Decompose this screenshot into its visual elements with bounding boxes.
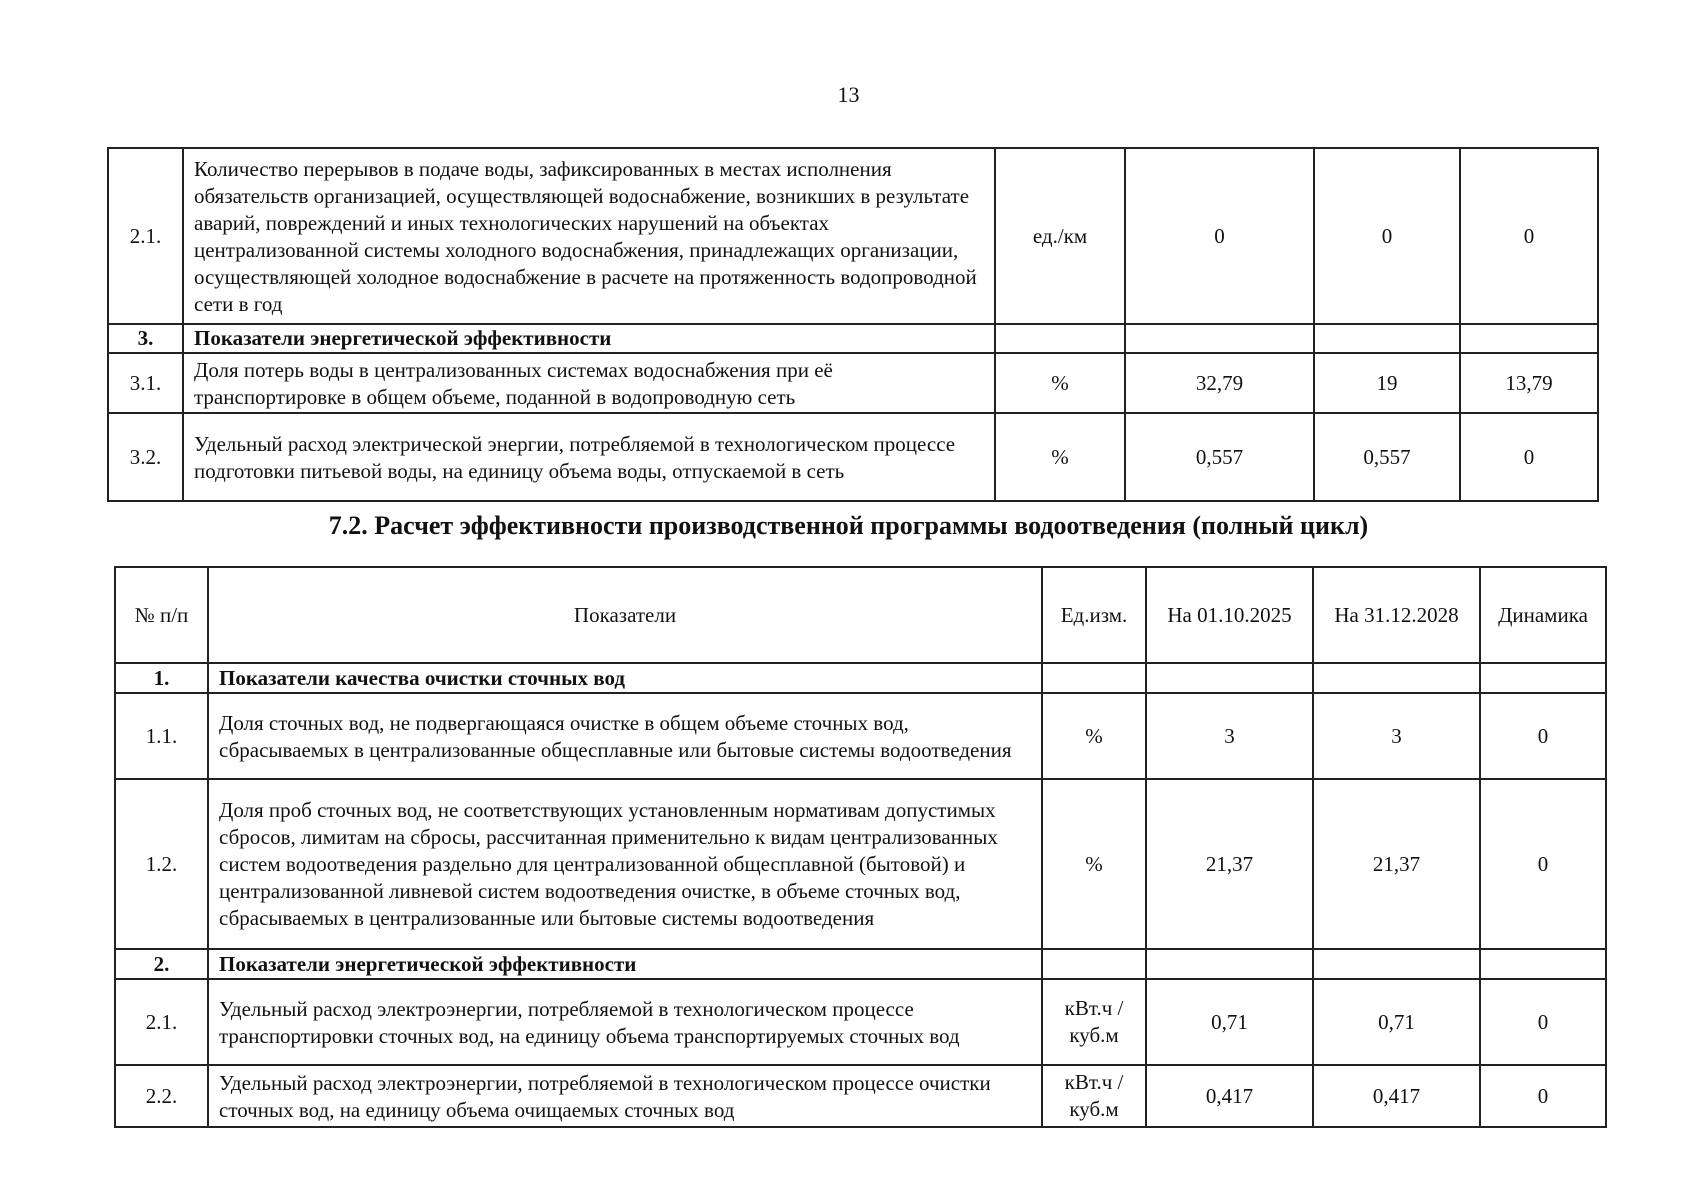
value-2025: 0,557: [1125, 413, 1314, 501]
row-number: 3.1.: [108, 353, 183, 413]
col-header-indicators: Показатели: [208, 567, 1042, 663]
value-2028: 21,37: [1313, 779, 1480, 949]
section-title: Показатели энергетической эффективности: [208, 949, 1042, 979]
indicator-text: Доля потерь воды в централизованных системах водоснабжения при её транспортировке в общем объеме, поданной в водопроводную сеть: [183, 353, 995, 413]
col-header-dynamics: Динамика: [1480, 567, 1606, 663]
table-row: [108, 353, 1598, 413]
section-number: 3.: [108, 324, 183, 353]
row-number: 1.2.: [115, 779, 208, 949]
section-row: [115, 949, 1606, 979]
value-2028: 0,71: [1313, 979, 1480, 1065]
table-row: [108, 413, 1598, 501]
value-2028: 0,557: [1314, 413, 1460, 501]
value-2028: 3: [1313, 693, 1480, 779]
section-title: Показатели энергетической эффективности: [183, 324, 995, 353]
table-row: [108, 148, 1598, 324]
row-number: 2.1.: [108, 148, 183, 324]
section-title: Показатели качества очистки сточных вод: [208, 663, 1042, 693]
unit-cell: %: [1042, 779, 1146, 949]
section-number: 2.: [115, 949, 208, 979]
indicator-text: Удельный расход электроэнергии, потребляемой в технологическом процессе очистки сточных вод, на единицу объема очищаемых сточных вод: [208, 1065, 1042, 1127]
unit-cell: ед./км: [995, 148, 1125, 324]
value-2025: 21,37: [1146, 779, 1313, 949]
indicator-text: Доля сточных вод, не подвергающаяся очистке в общем объеме сточных вод, сбрасываемых в централизованные общесплавные или бытовые системы водоотведения: [208, 693, 1042, 779]
dynamics-value: 0: [1480, 779, 1606, 949]
dynamics-value: 0: [1480, 979, 1606, 1065]
col-header-2025: На 01.10.2025: [1146, 567, 1313, 663]
page-number: 13: [837, 82, 860, 107]
wastewater-indicators-table: [114, 566, 1607, 1128]
value-2028: 0: [1314, 148, 1460, 324]
section-row: [108, 324, 1598, 353]
value-2025: 3: [1146, 693, 1313, 779]
col-header-unit: Ед.изм.: [1042, 567, 1146, 663]
col-header-2028: На 31.12.2028: [1313, 567, 1480, 663]
indicator-text: Удельный расход электроэнергии, потребляемой в технологическом процессе транспортировки сточных вод, на единицу объема транспортируемых сточных вод: [208, 979, 1042, 1065]
indicator-text: Удельный расход электрической энергии, потребляемой в технологическом процессе подготовки питьевой воды, на единицу объема воды, отпускаемой в сеть: [183, 413, 995, 501]
table-row: [115, 779, 1606, 949]
row-number: 1.1.: [115, 693, 208, 779]
section-row: [115, 663, 1606, 693]
dynamics-value: 13,79: [1460, 353, 1598, 413]
unit-cell: кВт.ч / куб.м: [1042, 979, 1146, 1065]
dynamics-value: 0: [1460, 413, 1598, 501]
table-row: [115, 1065, 1606, 1127]
table-row: [115, 979, 1606, 1065]
section-heading: 7.2. Расчет эффективности производственной программы водоотведения (полный цикл): [328, 511, 1369, 540]
value-2025: 32,79: [1125, 353, 1314, 413]
row-number: 3.2.: [108, 413, 183, 501]
header-row: [115, 567, 1606, 663]
table-row: [115, 693, 1606, 779]
unit-cell: %: [1042, 693, 1146, 779]
row-number: 2.2.: [115, 1065, 208, 1127]
indicator-text: Доля проб сточных вод, не соответствующих установленным нормативам допустимых сбросов, лимитам на сбросы, рассчитанная применительно к видам централизованных систем водоотведения раздельно для централизованной общесплавной (бытовой) и централизованной ливневой систем водоотведения очистке, в объеме сточных вод, сбрасываемых в централизованные или бытовые системы водоотведения: [208, 779, 1042, 949]
dynamics-value: 0: [1480, 1065, 1606, 1127]
value-2025: 0: [1125, 148, 1314, 324]
water-supply-indicators-table: [107, 147, 1599, 502]
value-2028: 19: [1314, 353, 1460, 413]
value-2028: 0,417: [1313, 1065, 1480, 1127]
indicator-text: Количество перерывов в подаче воды, зафиксированных в местах исполнения обязательств организацией, осуществляющей водоснабжение, возникших в результате аварий, повреждений и иных технологических нарушений на объектах централизованной системы холодного водоснабжения, принадлежащих организации, осуществляющей холодное водоснабжение в расчете на протяженность водопроводной сети в год: [183, 148, 995, 324]
dynamics-value: 0: [1460, 148, 1598, 324]
unit-cell: %: [995, 413, 1125, 501]
row-number: 2.1.: [115, 979, 208, 1065]
unit-cell: кВт.ч / куб.м: [1042, 1065, 1146, 1127]
value-2025: 0,417: [1146, 1065, 1313, 1127]
section-number: 1.: [115, 663, 208, 693]
dynamics-value: 0: [1480, 693, 1606, 779]
value-2025: 0,71: [1146, 979, 1313, 1065]
col-header-number: № п/п: [115, 567, 208, 663]
unit-cell: %: [995, 353, 1125, 413]
